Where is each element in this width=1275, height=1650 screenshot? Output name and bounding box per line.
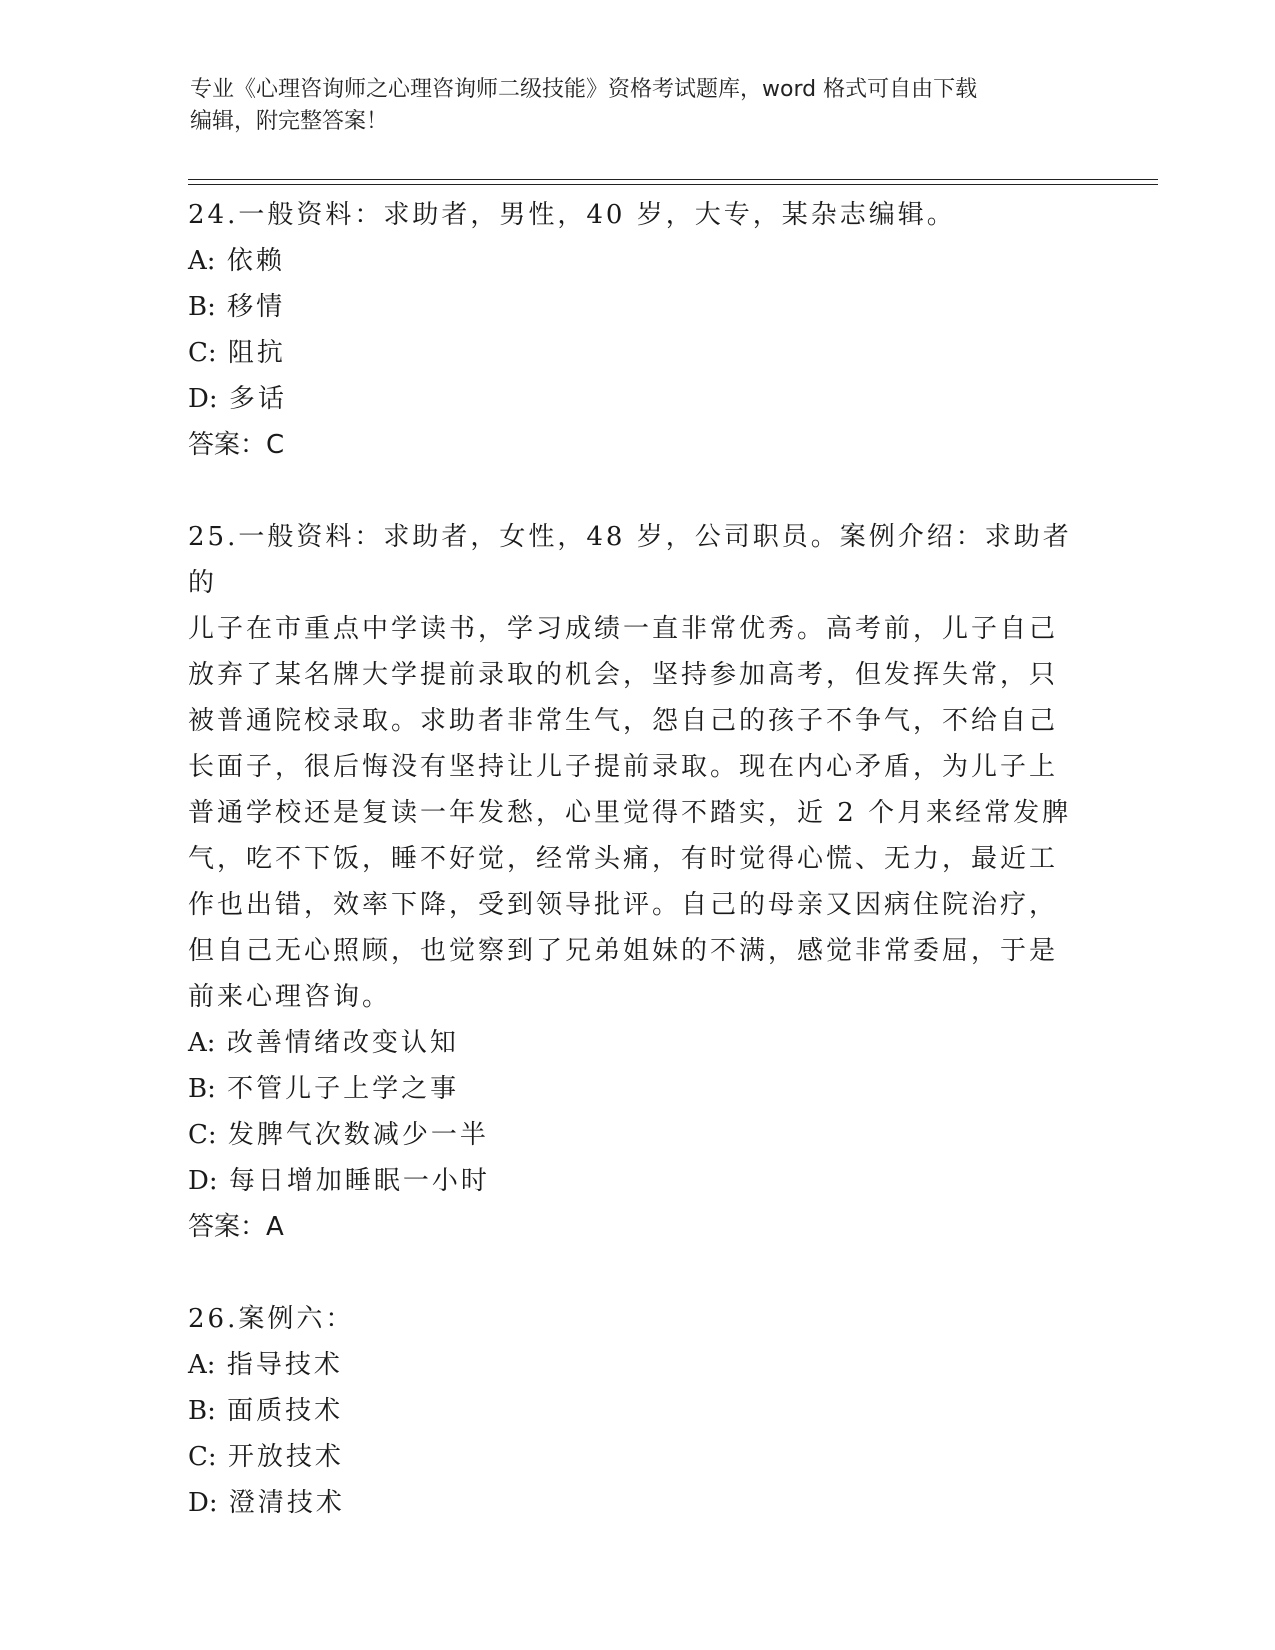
header-line-2: 编辑，附完整答案！ [190,109,389,134]
option-text: 不管儿子上学之事 [227,1074,460,1104]
question-25-line: 前来心理咨询。 [188,982,392,1012]
question-26 [188,1296,1088,1526]
question-25-option-c [188,1112,1088,1158]
question-25-line: 儿子在市重点中学读书，学习成绩一直非常优秀。高考前，儿子自己 [188,614,1059,644]
question-25-option-b [188,1066,1088,1112]
question-24-answer: 答案：C [188,430,285,460]
option-text: 发脾气次数减少一半 [227,1120,489,1150]
question-24-option-d [188,376,1088,422]
option-text: 移情 [227,292,286,322]
question-24-text: 24.一般资料：求助者，男性，40 岁，大专，某杂志编辑。 [188,200,956,230]
option-text: 面质技术 [227,1396,344,1426]
spacer [188,468,1088,514]
option-letter: B: [188,1396,216,1426]
question-25-option-d [188,1158,1088,1204]
question-25-line: 气，吃不下饭，睡不好觉，经常头痛，有时觉得心慌、无力，最近工 [188,844,1059,874]
option-text: 澄清技术 [228,1488,345,1518]
option-letter: C: [188,1120,217,1150]
header-line-1: 专业《心理咨询师之心理咨询师二级技能》资格考试题库，word 格式可自由下载 [190,77,978,102]
option-text: 指导技术 [226,1350,343,1380]
question-24-option-b [188,284,1088,330]
question-25-answer: 答案：A [188,1212,284,1242]
option-text: 改善情绪改变认知 [226,1028,459,1058]
question-26-option-c [188,1434,1088,1480]
option-letter: C: [188,1442,217,1472]
question-list [188,192,1088,1526]
option-letter: B: [188,1074,216,1104]
option-text: 开放技术 [227,1442,344,1472]
question-26-option-b [188,1388,1088,1434]
option-text: 每日增加睡眠一小时 [228,1166,490,1196]
option-letter: B: [188,292,216,322]
question-26-text: 26.案例六： [188,1304,355,1334]
question-24-option-c [188,330,1088,376]
option-letter: A: [188,1350,216,1380]
question-25-line: 但自己无心照顾，也觉察到了兄弟姐妹的不满，感觉非常委屈，于是 [188,936,1059,966]
document-header [190,74,1080,138]
option-letter: A: [188,246,216,276]
option-letter: D: [188,384,218,414]
question-25-line: 作也出错，效率下降，受到领导批评。自己的母亲又因病住院治疗， [188,890,1059,920]
question-25 [188,514,1088,1250]
header-divider-bottom [188,184,1158,185]
option-letter: D: [188,1166,218,1196]
spacer [188,1250,1088,1296]
option-text: 阻抗 [227,338,286,368]
question-26-option-d [188,1480,1088,1526]
option-text: 依赖 [226,246,285,276]
question-25-line: 普通学校还是复读一年发愁，心里觉得不踏实，近 2 个月来经常发脾 [188,798,1072,828]
option-letter: A: [188,1028,216,1058]
option-letter: D: [188,1488,218,1518]
question-25-line: 长面子，很后悔没有坚持让儿子提前录取。现在内心矛盾，为儿子上 [188,752,1059,782]
question-25-line: 被普通院校录取。求助者非常生气，怨自己的孩子不争气，不给自己 [188,706,1059,736]
option-text: 多话 [228,384,287,414]
question-25-line: 放弃了某名牌大学提前录取的机会，坚持参加高考，但发挥失常，只 [188,660,1059,690]
question-26-option-a [188,1342,1088,1388]
header-divider-top [188,179,1158,180]
question-24-option-a [188,238,1088,284]
option-letter: C: [188,338,217,368]
question-24 [188,192,1088,468]
question-25-option-a [188,1020,1088,1066]
question-25-line: 25.一般资料：求助者，女性，48 岁，公司职员。案例介绍：求助者的 [188,522,1072,598]
